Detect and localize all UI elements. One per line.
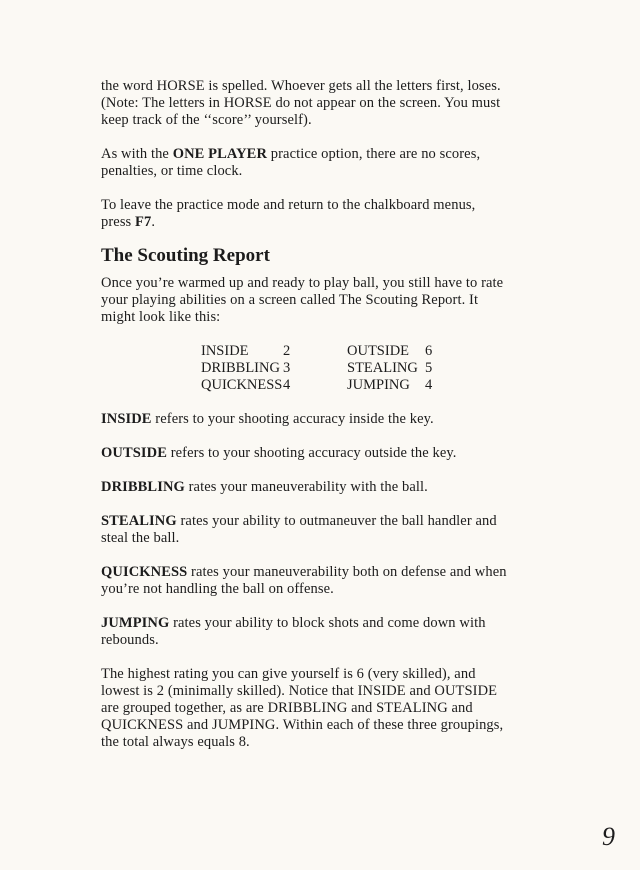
outside-text: refers to your shooting accuracy outside the key. xyxy=(166,445,457,461)
jumping-line-2: rebounds. xyxy=(101,632,159,648)
practice-prefix: As with the xyxy=(101,146,173,162)
closing-paragraph xyxy=(101,666,541,751)
rating-name: OUTSIDE xyxy=(347,343,410,359)
jumping-text: rates your ability to block shots and come down with xyxy=(169,615,486,631)
closing-line-1: The highest rating you can give yourself is 6 (very skilled), and xyxy=(101,666,476,682)
leave-line-1: To leave the practice mode and return to the chalkboard menus, xyxy=(101,197,476,213)
rating-name: INSIDE xyxy=(201,343,249,359)
ratings-row xyxy=(201,377,461,394)
ratings-row xyxy=(201,343,461,360)
quickness-text: rates your maneuverability both on defense and when xyxy=(187,564,507,580)
practice-paragraph xyxy=(101,146,541,180)
dribbling-text: rates your maneuverability with the ball. xyxy=(184,479,428,495)
jumping-term: JUMPING xyxy=(101,615,170,631)
rating-value: 4 xyxy=(283,377,291,393)
leave-line-2-prefix: press xyxy=(101,214,136,230)
ratings-table xyxy=(201,343,461,394)
quickness-line-2: you’re not handling the ball on offense. xyxy=(101,581,334,597)
dribbling-term: DRIBBLING xyxy=(101,479,185,495)
practice-line-2: penalties, or time clock. xyxy=(101,163,243,179)
rating-value: 2 xyxy=(283,343,291,359)
one-player-term: ONE PLAYER xyxy=(172,146,268,162)
scouting-line-2: your playing abilities on a screen called The Scouting Report. It xyxy=(101,292,479,308)
rating-value: 6 xyxy=(425,343,433,359)
intro-line-2: (Note: The letters in HORSE do not appear on the screen. You must xyxy=(101,95,501,111)
intro-line-1: the word HORSE is spelled. Whoever gets all the letters first, loses. xyxy=(101,78,501,94)
closing-line-3: are grouped together, as are DRIBBLING and STEALING and xyxy=(101,700,473,716)
outside-definition xyxy=(101,445,541,462)
inside-text: refers to your shooting accuracy inside the key. xyxy=(151,411,434,427)
closing-line-5: the total always equals 8. xyxy=(101,734,250,750)
rating-name: STEALING xyxy=(347,360,418,376)
rating-name: JUMPING xyxy=(347,377,410,393)
stealing-line-2: steal the ball. xyxy=(101,530,180,546)
page-number: 9 xyxy=(602,822,615,851)
quickness-definition xyxy=(101,564,541,598)
scouting-line-3: might look like this: xyxy=(101,309,221,325)
f7-key: F7 xyxy=(135,214,152,230)
rating-value: 5 xyxy=(425,360,433,376)
outside-term: OUTSIDE xyxy=(101,445,167,461)
inside-term: INSIDE xyxy=(101,411,152,427)
stealing-text: rates your ability to outmaneuver the ball handler and xyxy=(176,513,497,529)
scouting-intro-paragraph xyxy=(101,275,541,326)
stealing-term: STEALING xyxy=(101,513,177,529)
stealing-definition xyxy=(101,513,541,547)
jumping-definition xyxy=(101,615,541,649)
scouting-line-1: Once you’re warmed up and ready to play ball, you still have to rate xyxy=(101,275,504,291)
rating-value: 4 xyxy=(425,377,433,393)
dribbling-definition xyxy=(101,479,541,496)
rating-name: DRIBBLING xyxy=(201,360,280,376)
inside-definition xyxy=(101,411,541,428)
page-body xyxy=(101,78,541,751)
ratings-row xyxy=(201,360,461,377)
leave-line-2-suffix: . xyxy=(151,214,156,230)
intro-line-3: keep track of the ‘‘score’’ yourself). xyxy=(101,112,312,128)
practice-suffix: practice option, there are no scores, xyxy=(267,146,481,162)
rating-value: 3 xyxy=(283,360,291,376)
closing-line-2: lowest is 2 (minimally skilled). Notice that INSIDE and OUTSIDE xyxy=(101,683,498,699)
closing-line-4: QUICKNESS and JUMPING. Within each of these three groupings, xyxy=(101,717,504,733)
section-heading: The Scouting Report xyxy=(101,245,270,266)
quickness-term: QUICKNESS xyxy=(101,564,188,580)
rating-name: QUICKNESS xyxy=(201,377,283,393)
leave-paragraph xyxy=(101,197,541,231)
intro-paragraph xyxy=(101,78,541,129)
